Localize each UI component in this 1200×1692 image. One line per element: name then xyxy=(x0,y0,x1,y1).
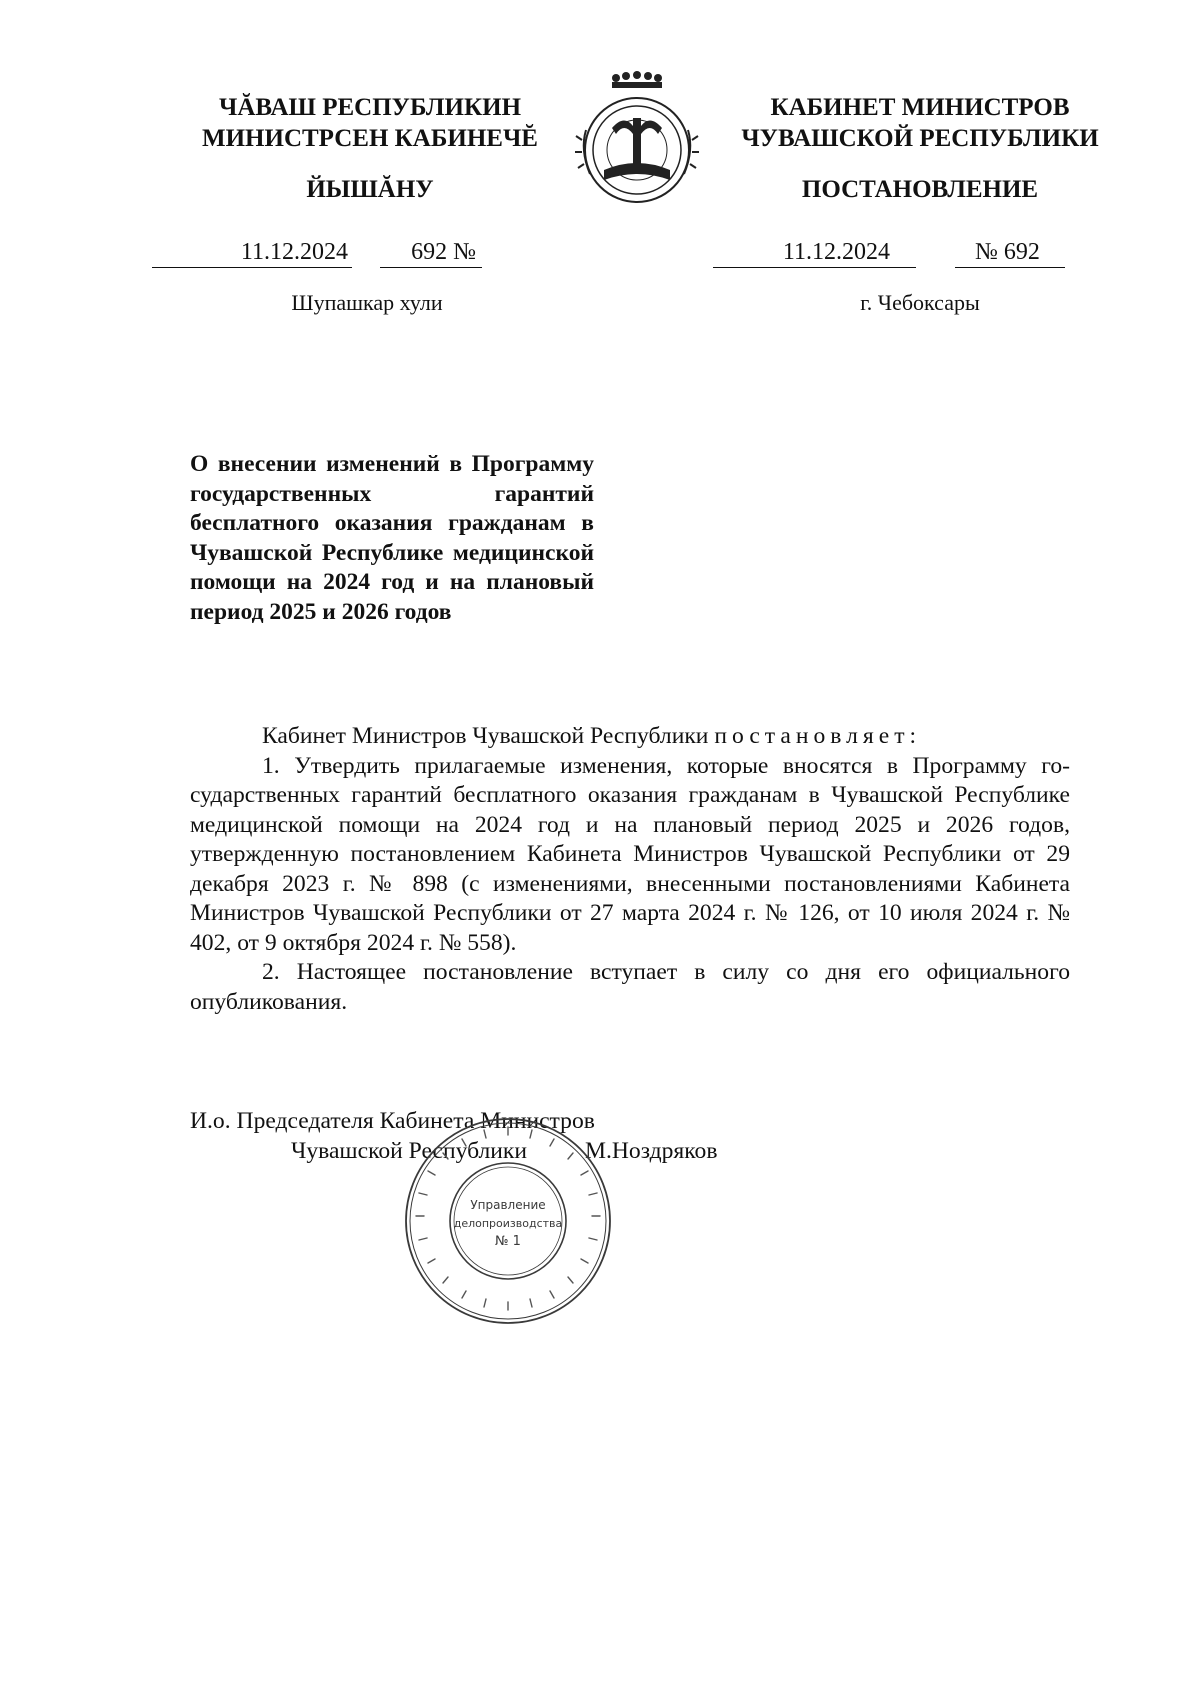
stamp-center-line1: Управление xyxy=(470,1198,546,1212)
intro-paragraph xyxy=(190,722,1070,752)
document-title: О внесении изменений в Программу государственных гарантий бесплатного оказания гражданам в Чувашской Республике медицинской помощи на 2024 год и на плановый период 2025 и 2026 годов xyxy=(190,451,594,625)
header-left-doc-type: ЙЫШĂНУ xyxy=(306,176,434,203)
intro-action: постановляет: xyxy=(714,723,922,749)
header-right-org xyxy=(730,92,1110,154)
header-left-org xyxy=(190,92,550,154)
intro-lead: Кабинет Министров Чувашской Республики xyxy=(262,723,715,749)
coat-of-arms-emblem xyxy=(572,70,702,208)
header-left-line1: ЧĂВАШ РЕСПУБЛИКИН xyxy=(218,94,522,121)
stamp-center-line3: № 1 xyxy=(495,1234,521,1249)
signature-title-line1: И.о. Председателя Кабинета Министров xyxy=(190,1108,595,1134)
city-left: Шупашкар хули xyxy=(291,290,443,315)
body-item-1: 1. Утвердить прилагаемые изменения, которые вносятся в Программу государственных гарантий бесплатного оказания гражданам в Чувашской Республике медицинской помощи на 2024 год и на плановый период 2025 и 2026 годов, утвержденную постановлением Кабинета Министров Чувашской Республики от 29 декабря 2023 г. № 898 (с изменениями, внесенными постановлениями Кабинета Министров Чувашской Республики от 27 марта 2024 г. № 126, от 10 июля 2024 г. № 402, от 9 октября 2024 г. № 558). xyxy=(190,752,1070,956)
stamp-center-line2: делопроизводства xyxy=(453,1217,563,1230)
date-field-left: 11.12.2024 xyxy=(152,238,352,268)
header-right-line2: ЧУВАШСКОЙ РЕСПУБЛИКИ xyxy=(741,125,1099,152)
emblem-icon xyxy=(572,70,702,208)
date-field-right: 11.12.2024 xyxy=(713,238,916,268)
document-body xyxy=(190,722,1070,1017)
city-right: г. Чебоксары xyxy=(860,290,980,315)
signature-title-line2: Чувашской Республики xyxy=(291,1138,528,1164)
number-field-left: 692 № xyxy=(380,238,482,268)
official-stamp xyxy=(402,1115,614,1327)
header-right-doc-type: ПОСТАНОВЛЕНИЕ xyxy=(801,176,1039,203)
body-item-2: 2. Настоящее постановление вступает в силу со дня его официального опубликования. xyxy=(190,959,1070,1015)
header-left-line2: МИНИСТРСЕН КАБИНЕЧĔ xyxy=(202,125,538,152)
signature-name: М.Ноздряков xyxy=(585,1138,718,1164)
number-field-right: № 692 xyxy=(955,238,1065,268)
stamp-seal-icon xyxy=(402,1115,614,1327)
header-right-line1: КАБИНЕТ МИНИСТРОВ xyxy=(770,94,1070,121)
